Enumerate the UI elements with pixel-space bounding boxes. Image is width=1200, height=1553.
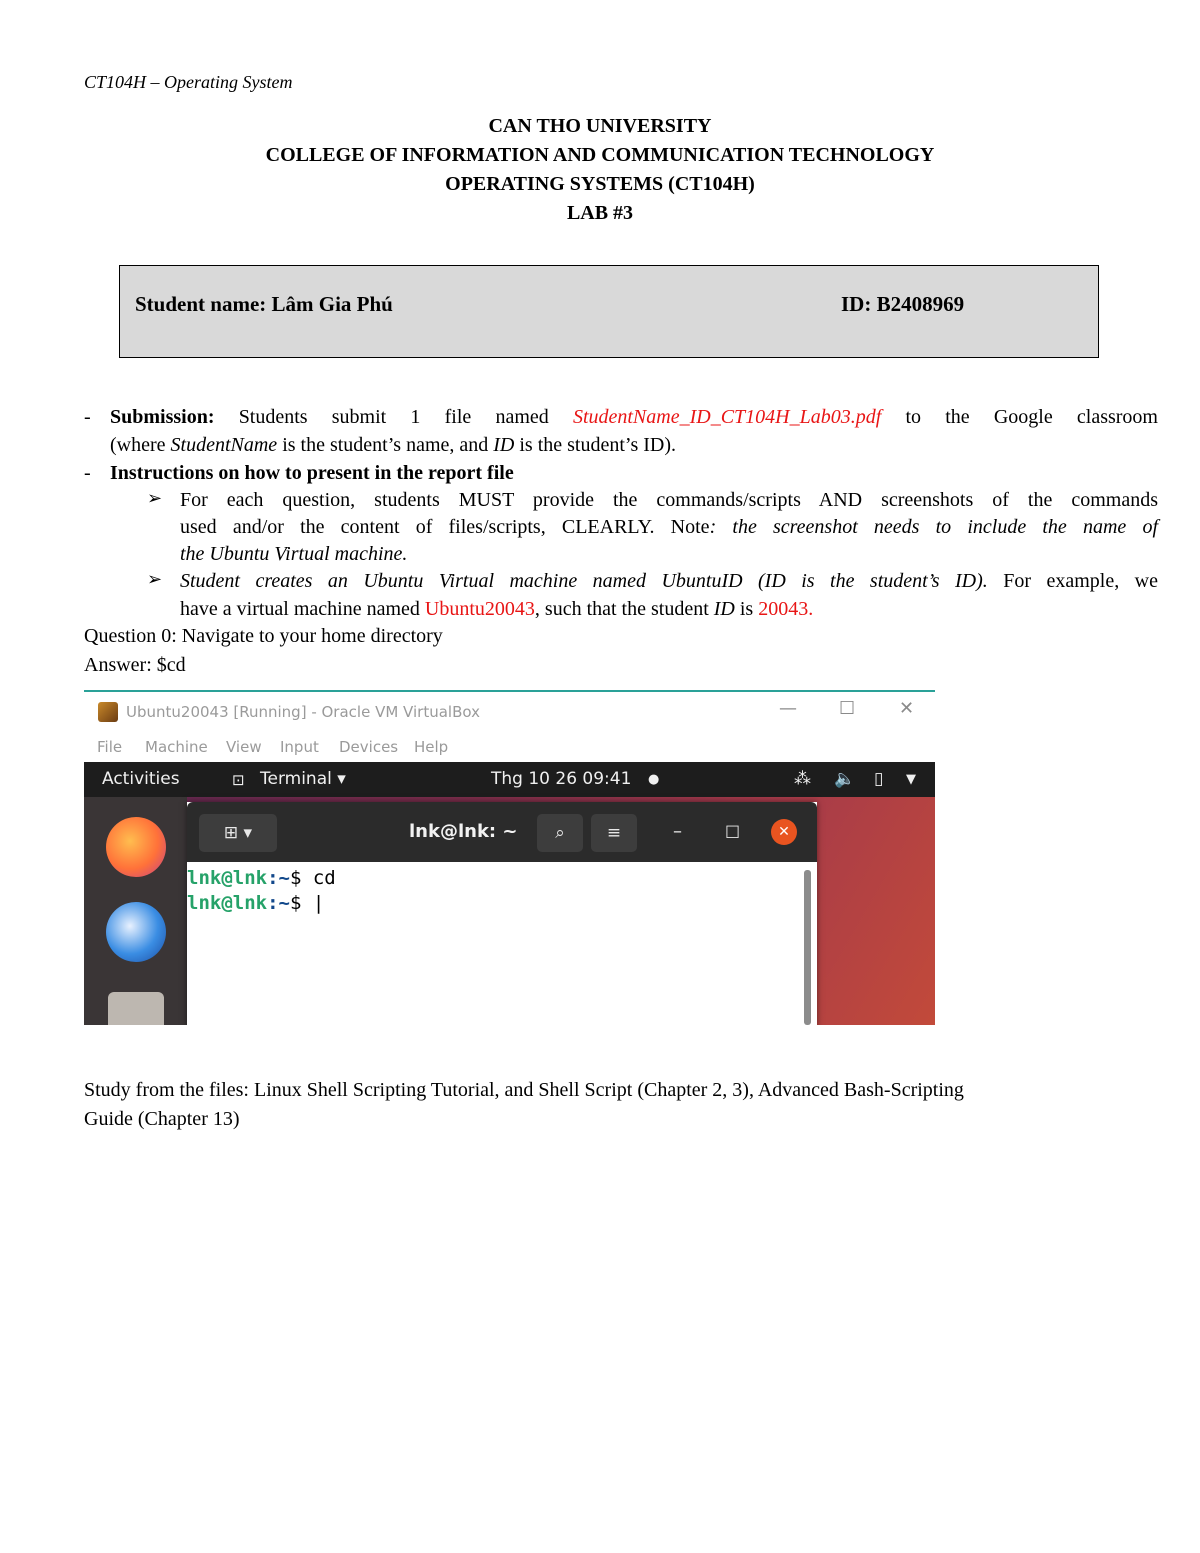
study-line-2: Guide (Chapter 13) (84, 1108, 240, 1130)
bullet-arrow-icon: ➢ (147, 488, 163, 508)
submission-line2-e: is the student’s ID). (514, 434, 677, 456)
submission-text: Students submit 1 file named (214, 406, 573, 428)
prompt-user: lnk@lnk (187, 892, 268, 914)
instr-b1-line2 (180, 514, 1158, 541)
terminal-headerbar (187, 802, 817, 862)
search-icon[interactable]: ⌕ (537, 814, 583, 852)
study-line-1: Study from the files: Linux Shell Scripting Tutorial, and Shell Script (Chapter 2, 3), Advanced Bash-Scripting (84, 1079, 964, 1101)
menu-input[interactable]: Input (280, 738, 319, 756)
instr-b1-line2a: used and/or the content of files/scripts, CLEARLY. Note (180, 516, 710, 538)
submission-text-after: to the Google classroom (881, 406, 1158, 428)
clock[interactable]: Thg 10 26 09:41 (491, 769, 632, 789)
student-name: Student name: Lâm Gia Phú (135, 292, 393, 316)
student-info-box (119, 265, 1099, 358)
submission-line2-b: StudentName (170, 434, 278, 456)
volume-icon[interactable]: 🔈 (834, 769, 856, 789)
instructions-label (110, 460, 514, 487)
student-id: ID: B2408969 (841, 292, 965, 316)
instr-b2-line2e: is (734, 598, 759, 620)
new-tab-button[interactable]: ⊞ ▾ (199, 814, 277, 852)
submission-line2-d: ID (493, 434, 515, 456)
course-title: OPERATING SYSTEMS (CT104H) (445, 173, 755, 195)
instr-b1-line3-text: the Ubuntu Virtual machine. (180, 543, 408, 565)
menu-machine[interactable]: Machine (145, 738, 208, 756)
vm-screenshot (84, 690, 935, 1025)
prompt-path: :~ (267, 867, 290, 889)
course-header: CT104H – Operating System (84, 72, 293, 92)
terminal-app-menu[interactable]: Terminal ▾ (260, 769, 346, 789)
submission-line2 (110, 432, 676, 459)
instr-b2-line2a: have a virtual machine named (180, 598, 425, 620)
submission-line2-a: (where (110, 434, 171, 456)
virtualbox-icon (98, 702, 118, 722)
firefox-icon[interactable] (106, 817, 166, 877)
terminal-app-icon: ⊡ (232, 771, 245, 789)
instr-b2-line1a: Student creates an Ubuntu Virtual machine named UbuntuID (ID is the student’s ID). (180, 570, 988, 592)
terminal-window (187, 802, 817, 1025)
terminal-scrollbar[interactable] (804, 870, 811, 1025)
instr-b1-line1: For each question, students MUST provide the commands/scripts AND screenshots of the commands (180, 489, 1158, 511)
terminal-line-2 (187, 891, 324, 916)
prompt-path: :~ (267, 892, 290, 914)
command-text: $ | (289, 892, 325, 914)
gnome-topbar (84, 762, 935, 797)
term-maximize-icon[interactable]: □ (725, 821, 741, 840)
menu-devices[interactable]: Devices (339, 738, 399, 756)
instr-b1-line3 (180, 541, 407, 568)
terminal-title: lnk@lnk: ~ (409, 821, 518, 842)
instr-b2-line2d: ID (713, 598, 735, 620)
submission-line2-c: is the student’s name, and (277, 434, 494, 456)
close-icon[interactable]: ✕ (899, 698, 915, 719)
university-title: CAN THO UNIVERSITY (488, 115, 712, 137)
menu-file[interactable]: File (97, 738, 123, 756)
minimize-icon[interactable]: — (779, 698, 797, 719)
answer-0: Answer: $cd (84, 654, 186, 676)
instr-b2-vm-name: Ubuntu20043 (424, 598, 535, 620)
hamburger-menu-icon[interactable]: ≡ (591, 814, 637, 852)
instructions-dash: - (84, 462, 91, 484)
dock (84, 797, 187, 1025)
network-icon[interactable]: ⁂ (794, 769, 811, 789)
college-title: COLLEGE OF INFORMATION AND COMMUNICATION TECHNOLOGY (265, 144, 935, 166)
term-minimize-icon[interactable]: – (673, 821, 682, 842)
lab-title: LAB #3 (566, 202, 634, 224)
instr-b2-line2c: , such that the student (534, 598, 714, 620)
instr-b2-line1b: For example, we (987, 570, 1158, 592)
menu-view[interactable]: View (226, 738, 262, 756)
maximize-icon[interactable]: ☐ (839, 698, 856, 719)
term-close-icon[interactable]: ✕ (771, 819, 797, 845)
notification-dot-icon: ● (648, 772, 660, 787)
terminal-output[interactable] (187, 862, 817, 1025)
submission-filename: StudentName_ID_CT104H_Lab03.pdf (572, 406, 882, 428)
instr-b2-line1 (180, 568, 1158, 595)
question-0: Question 0: Navigate to your home directory (84, 625, 443, 647)
files-icon[interactable] (108, 992, 164, 1025)
submission-label: Submission: (110, 406, 215, 428)
battery-icon[interactable]: ▯ (874, 769, 884, 789)
activities-button[interactable]: Activities (102, 769, 180, 789)
terminal-line-1 (187, 866, 336, 891)
instr-b2-id: 20043. (758, 598, 814, 620)
instr-b1-line2b: : the screenshot needs to include the name of (709, 516, 1158, 538)
instructions-label-text: Instructions on how to present in the report file (110, 462, 514, 484)
virtualbox-menubar (84, 732, 935, 762)
instr-b2-line2 (180, 596, 813, 623)
system-menu-chevron-icon[interactable]: ▼ (906, 772, 916, 787)
bullet-arrow-icon: ➢ (147, 569, 163, 589)
window-title: Ubuntu20043 [Running] - Oracle VM VirtualBox (126, 703, 480, 721)
virtualbox-titlebar (84, 692, 935, 732)
thunderbird-icon[interactable] (106, 902, 166, 962)
submission-dash: - (84, 406, 91, 428)
command-text: $ cd (289, 867, 336, 889)
prompt-user: lnk@lnk (187, 867, 268, 889)
menu-help[interactable]: Help (414, 738, 449, 756)
submission-line1 (110, 404, 1158, 431)
